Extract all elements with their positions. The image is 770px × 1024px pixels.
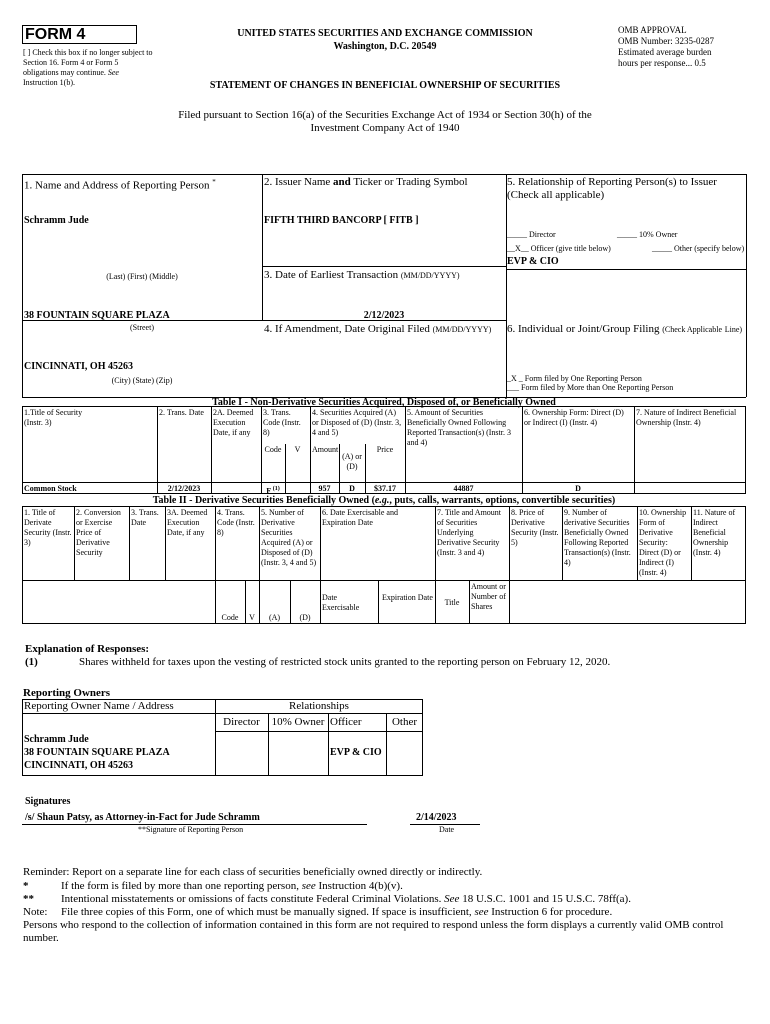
signatures-heading: Signatures bbox=[25, 796, 71, 807]
box6-label-small-2: Line) bbox=[724, 325, 743, 334]
t1-sub-v: V bbox=[294, 445, 301, 454]
box3-label-fmt: (MM/DD/YYYY) bbox=[400, 271, 460, 280]
box2-label-a: 2. Issuer Name bbox=[264, 176, 331, 188]
signature-label: **Signature of Reporting Person bbox=[138, 825, 244, 834]
box1-label-mark: * bbox=[212, 178, 216, 186]
agency-name: UNITED STATES SECURITIES AND EXCHANGE COMMISSION bbox=[237, 28, 533, 39]
note-label: Note: bbox=[23, 906, 48, 918]
t1-col-code: 3. Trans. Code (Instr. 8) bbox=[263, 408, 301, 437]
owners-col-director: Director bbox=[223, 716, 260, 728]
box2-label-b: Ticker or Trading Symbol bbox=[353, 176, 468, 188]
t1-col-title bbox=[22, 407, 157, 429]
city-label: (City) (State) (Zip) bbox=[111, 376, 173, 385]
divider bbox=[22, 174, 23, 397]
t2-col-exercisable: 6. Date Exercisable and Expiration Date bbox=[322, 508, 398, 527]
filed-pursuant: Filed pursuant to Section 16(a) of the Securities Exchange Act of 1934 or Section 30(h) of the bbox=[178, 109, 592, 121]
omb-line2: OMB Number: 3235-0287 bbox=[618, 36, 714, 46]
t2-col-underlying: 7. Title and Amount of Securities Underlying Derivative Security (Instr. 3 and 4) bbox=[437, 508, 502, 557]
issuer-name: FIFTH THIRD BANCORP [ FITB ] bbox=[264, 215, 419, 226]
box3-label bbox=[264, 269, 460, 282]
reminder: Reminder: Report on a separate line for each class of securities beneficially owned directly or indirectly. bbox=[23, 866, 483, 878]
box4-label bbox=[264, 323, 491, 336]
t2-col-owned: 9. Number of derivative Securities Beneficially Owned Following Reported Transaction(s) (Instr. 4) bbox=[564, 508, 631, 567]
t2-sub-v: V bbox=[249, 613, 255, 622]
t1-col-acquired: 4. Securities Acquired (A) or Disposed of (D) (Instr. 3, 4 and 5) bbox=[312, 408, 402, 437]
divider bbox=[22, 713, 423, 714]
omb-approval bbox=[618, 25, 768, 69]
check-box-notice[interactable] bbox=[23, 48, 153, 88]
star2-text-b: 18 U.S.C. 1001 and 15 U.S.C. 78ff(a). bbox=[462, 893, 631, 905]
filed-pursuant-2: Investment Company Act of 1940 bbox=[310, 122, 460, 134]
officer-checkbox[interactable]: __X__ Officer (give title below) bbox=[507, 244, 611, 253]
t1-col-owned: 5. Amount of Securities Beneficially Owned Following Reported Transaction(s) (Instr. 3 and 4) bbox=[407, 408, 511, 447]
box6-label bbox=[507, 323, 745, 336]
table2-title-em: e.g. bbox=[374, 495, 390, 506]
one-person-option[interactable]: _X _ Form filed by One Reporting Person bbox=[507, 374, 642, 383]
divider bbox=[506, 174, 507, 397]
box5-label-text: 5. Relationship of Reporting Person(s) to Issuer bbox=[507, 176, 717, 188]
box2-label bbox=[264, 176, 468, 189]
t2-col-price: 8. Price of Derivative Security (Instr. 5) bbox=[511, 508, 559, 547]
t1-row-code-footnote[interactable]: (1) bbox=[272, 486, 280, 492]
agency-city: Washington, D.C. 20549 bbox=[333, 41, 437, 52]
t1-col-nature: 7. Nature of Indirect Beneficial Ownership (Instr. 4) bbox=[636, 408, 737, 427]
owner-street: 38 FOUNTAIN SQUARE PLAZA bbox=[24, 747, 170, 758]
divider bbox=[746, 174, 747, 397]
star2-text bbox=[61, 893, 751, 906]
date-label: Date bbox=[439, 825, 455, 834]
t1-sub-aord: (A) or (D) bbox=[342, 452, 362, 471]
omb-line3: Estimated average burden bbox=[618, 47, 712, 57]
street-label: (Street) bbox=[130, 323, 154, 332]
star2-text-a: Intentional misstatements or omissions of facts constitute Federal Criminal Violations. bbox=[61, 893, 442, 905]
star2: ** bbox=[23, 893, 34, 905]
divider bbox=[262, 266, 506, 267]
box1-label bbox=[24, 176, 216, 193]
owners-col-officer: Officer bbox=[330, 716, 362, 728]
t1-row-aord: D bbox=[349, 484, 355, 493]
reporting-person-street: 38 FOUNTAIN SQUARE PLAZA bbox=[24, 310, 170, 321]
divider bbox=[22, 174, 746, 175]
note-text bbox=[61, 906, 751, 919]
box5-label bbox=[507, 176, 745, 202]
divider bbox=[506, 269, 746, 270]
note-text-a: File three copies of this Form, one of which must be manually signed. If space is insufficient, bbox=[61, 906, 472, 918]
t2-col-nature: 11. Nature of Indirect Beneficial Ownership (Instr. 4) bbox=[693, 508, 736, 557]
owner-city: CINCINNATI, OH 45263 bbox=[24, 760, 133, 771]
table2-title-end: , puts, calls, warrants, options, convertible securities) bbox=[389, 495, 616, 506]
owners-col-other: Other bbox=[391, 716, 418, 728]
t1-col-form: 6. Ownership Form: Direct (D) or Indirect (I) (Instr. 4) bbox=[524, 408, 624, 427]
t2-sub-a: (A) bbox=[268, 613, 281, 622]
check-box-instr: Instruction 1(b). bbox=[23, 78, 75, 87]
t2-col-date: 3. Trans. Date bbox=[131, 508, 159, 527]
box1-label-text: 1. Name and Address of Reporting Person bbox=[24, 179, 210, 192]
t2-sub-amount: Amount or Number of Shares bbox=[471, 582, 506, 611]
note-text-b: Instruction 6 for procedure. bbox=[491, 906, 613, 918]
name-parts-label: (Last) (First) (Middle) bbox=[106, 272, 178, 281]
director-checkbox[interactable]: _____ Director bbox=[507, 230, 556, 239]
owners-heading: Reporting Owners bbox=[23, 687, 111, 699]
t1-sub-amount: Amount bbox=[312, 445, 339, 454]
table1-title: Table I - Non-Derivative Securities Acquired, Disposed of, or Beneficially Owned bbox=[212, 397, 556, 408]
box4-label-fmt: (MM/DD/YYYY) bbox=[432, 325, 492, 334]
footnote-text: Shares withheld for taxes upon the vesting of restricted stock units granted to the reporting person on February 12, 2020. bbox=[79, 656, 611, 668]
t2-sub-date-ex: Date Exercisable bbox=[322, 593, 360, 612]
t1-row-price: $37.17 bbox=[374, 484, 396, 493]
box4-label-text: 4. If Amendment, Date Original Filed bbox=[264, 323, 430, 335]
divider bbox=[215, 731, 423, 732]
check-box-see: See bbox=[107, 68, 119, 77]
box2-label-and: and bbox=[333, 176, 351, 188]
explanation-heading: Explanation of Responses: bbox=[25, 643, 150, 655]
owner-name: Schramm Jude bbox=[24, 734, 89, 745]
owners-col-relationships: Relationships bbox=[289, 700, 349, 712]
star1-text-b: Instruction 4(b)(v). bbox=[318, 880, 403, 892]
t2-sub-title: Title bbox=[444, 598, 460, 607]
table2-title-text: Table II - Derivative Securities Beneficially Owned ( bbox=[152, 495, 375, 506]
t1-sub-price: Price bbox=[376, 445, 394, 454]
divider bbox=[328, 713, 329, 776]
t1-col-date: 2. Trans. Date bbox=[159, 408, 204, 417]
divider bbox=[262, 174, 263, 320]
other-checkbox[interactable]: _____ Other (specify below) bbox=[652, 244, 745, 253]
box6-label-small: (Check Applicable bbox=[662, 325, 722, 334]
signature-date: 2/14/2023 bbox=[416, 812, 457, 823]
star2-see: See bbox=[444, 893, 460, 905]
t1-sub-code: Code bbox=[264, 445, 282, 454]
box3-label-text: 3. Date of Earliest Transaction bbox=[264, 269, 399, 281]
star1-text bbox=[61, 880, 751, 893]
t1-row-form: D bbox=[575, 484, 581, 493]
multi-person-option[interactable]: ___ Form filed by More than One Reporting Person bbox=[507, 383, 674, 392]
note-see: see bbox=[474, 906, 489, 918]
statement-title: STATEMENT OF CHANGES IN BENEFICIAL OWNERSHIP OF SECURITIES bbox=[209, 80, 561, 91]
earliest-transaction-date: 2/12/2023 bbox=[363, 310, 405, 321]
t2-sub-d: (D) bbox=[299, 613, 311, 622]
ten-pct-owner-checkbox[interactable]: _____ 10% Owner bbox=[617, 230, 678, 239]
t2-sub-code: Code bbox=[221, 613, 239, 622]
owners-col-ten-pct: 10% Owner bbox=[271, 716, 325, 728]
check-box-text: [ ] Check this box if no longer subject to Section 16. Form 4 or Form 5 obligations may continue. bbox=[23, 48, 153, 77]
divider bbox=[22, 580, 746, 581]
officer-title: EVP & CIO bbox=[507, 256, 559, 267]
footnote-number: (1) bbox=[25, 656, 38, 668]
t2-col-deemed: 3A. Deemed Execution Date, if any bbox=[167, 508, 208, 537]
t2-col-number: 5. Number of Derivative Securities Acquired (A) or Disposed of (D) (Instr. 3, 4 and 5) bbox=[261, 508, 317, 567]
t1-row-date: 2/12/2023 bbox=[167, 484, 201, 493]
reporting-person-name: Schramm Jude bbox=[24, 215, 89, 226]
t1-row-code-value: F bbox=[266, 486, 271, 496]
divider bbox=[157, 406, 158, 494]
persons-notice: Persons who respond to the collection of information contained in this form are not required to respond unless the form displays a currently valid OMB control number. bbox=[23, 919, 724, 944]
divider bbox=[378, 580, 379, 624]
form-title: FORM 4 bbox=[25, 26, 86, 43]
box6-label-text: 6. Individual or Joint/Group Filing bbox=[507, 323, 660, 335]
t1-col-deemed: 2A. Deemed Execution Date, if any bbox=[213, 408, 254, 437]
owners-col-name: Reporting Owner Name / Address bbox=[24, 700, 174, 712]
divider bbox=[509, 580, 510, 624]
t2-col-code: 4. Trans. Code (Instr. 8) bbox=[217, 508, 255, 537]
t1-row-security: Common Stock bbox=[24, 484, 77, 493]
t1-col-title-text: 1.Title of Security bbox=[24, 408, 83, 417]
star1-see: see bbox=[301, 880, 316, 892]
t1-row-amount: 957 bbox=[318, 484, 331, 493]
signature: /s/ Shaun Patsy, as Attorney-in-Fact for Jude Schramm bbox=[25, 812, 260, 823]
star1: * bbox=[23, 880, 29, 892]
t2-col-form: 10. Ownership Form of Derivative Security: Direct (D) or Indirect (I) (Instr. 4) bbox=[639, 508, 687, 577]
t2-col-conversion: 2. Conversion or Exercise Price of Derivative Security bbox=[76, 508, 121, 557]
t1-row-owned: 44887 bbox=[453, 484, 474, 493]
omb-line1: OMB APPROVAL bbox=[618, 25, 687, 35]
t1-col-title-instr: (Instr. 3) bbox=[24, 418, 52, 427]
box5-label-text-2: (Check all applicable) bbox=[507, 189, 605, 201]
t2-col-title: 1. Title of Derivate Security (Instr. 3) bbox=[24, 508, 72, 547]
t2-sub-exp: Expiration Date bbox=[382, 593, 433, 602]
owner-officer-title: EVP & CIO bbox=[330, 747, 382, 758]
reporting-person-city: CINCINNATI, OH 45263 bbox=[24, 361, 133, 372]
star1-text-a: If the form is filed by more than one reporting person, bbox=[61, 880, 299, 892]
omb-line4: hours per response... 0.5 bbox=[618, 58, 706, 68]
